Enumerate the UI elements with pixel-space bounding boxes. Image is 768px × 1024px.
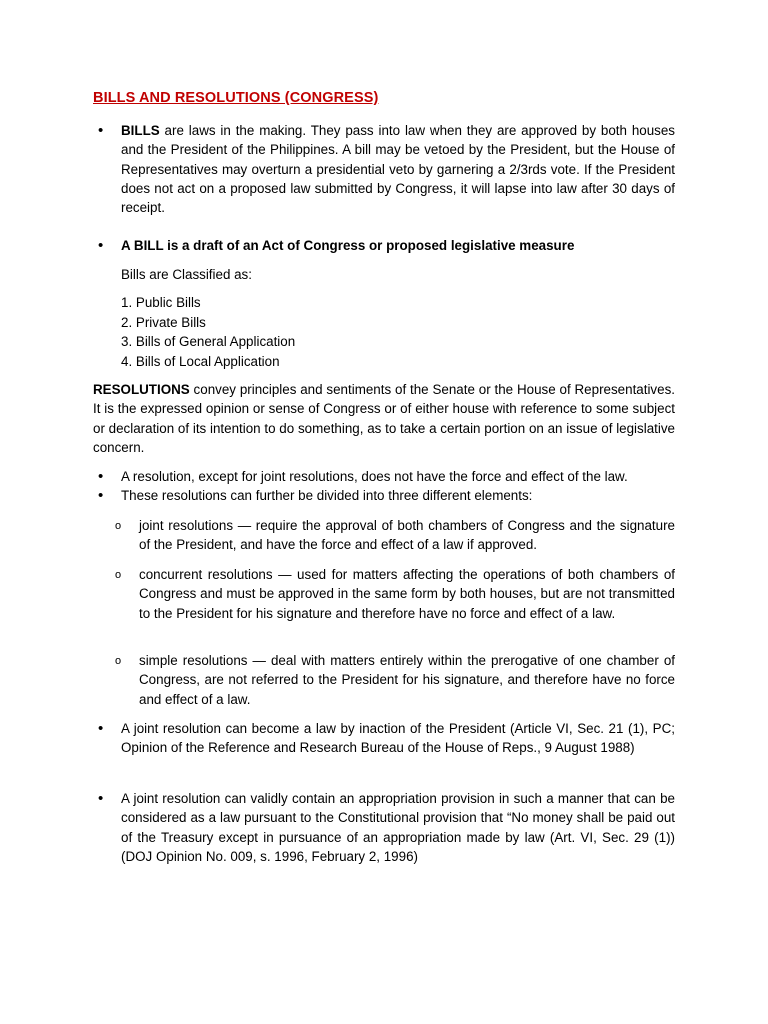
joint-resolution-point: A joint resolution can become a law by inaction of the President (Article VI, Sec. 21 (1), PC; Opinion of the Reference and Research Bureau of the House of Reps., 9 August 1988) [121,721,675,756]
page-title: BILLS AND RESOLUTIONS (CONGRESS) [93,90,379,106]
list-item: 2. Private Bills [121,314,206,330]
bullet-icon: • [98,487,104,504]
bills-lead: BILLS [121,123,160,138]
bill-types-list [121,293,295,371]
bullet-icon: • [98,468,104,485]
list-item: 4. Bills of Local Application [121,353,280,369]
list-item: 1. Public Bills [121,295,201,310]
resolutions-lead: RESOLUTIONS [93,382,190,397]
classified-label: Bills are Classified as: [121,267,252,282]
bills-text: are laws in the making. They pass into law when they are approved by both houses and the President of the Philippines. A bill may be vetoed by the President, but the House of Representatives may overturn a presidential veto by garnering a 2/3rds vote. If the President does not act on a proposed law submitted by Congress, it will lapse into law after 30 days of receipt. [121,123,675,216]
bill-definition: A BILL is a draft of an Act of Congress or proposed legislative measure [121,238,575,253]
resolutions-paragraph [93,380,675,457]
resolution-point: These resolutions can further be divided into three different elements: [121,488,533,503]
resolutions-text: convey principles and sentiments of the Senate or the House of Representatives. It is the expressed opinion or sense of Congress or of either house with reference to some subject or declaration of its intention to do something, as to take a certain portion on an issue of legislative concern. [93,382,675,455]
circle-bullet-icon: o [115,655,122,667]
bullet-icon: • [98,720,104,737]
list-item: 3. Bills of General Application [121,334,296,349]
bullet-icon: • [98,790,104,807]
bullet-icon: • [98,237,104,254]
resolution-point: A resolution, except for joint resolutions, does not have the force and effect of the law. [121,469,628,484]
simple-resolutions-item: simple resolutions — deal with matters entirely within the prerogative of one chamber of Congress, are not referred to the President for his signature, and therefore have no force and effect of a law. [139,653,675,707]
bills-paragraph [121,121,675,217]
joint-resolutions-item: joint resolutions — require the approval of both chambers of Congress and the signature of the President, and have the force and effect of a law if approved. [139,518,675,553]
bullet-icon: • [98,122,104,139]
concurrent-resolutions-item: concurrent resolutions — used for matters affecting the operations of both chambers of Congress and must be approved in the same form by both houses, but are not transmitted to the President for his signature and therefore have no force and effect of a law. [139,567,675,621]
circle-bullet-icon: o [115,569,122,581]
joint-resolution-point: A joint resolution can validly contain an appropriation provision in such a manner that can be considered as a law pursuant to the Constitutional provision that “No money shall be paid out of the Treasury except in pursuance of an appropriation made by law (Art. VI, Sec. 29 (1))(DOJ Opinion No. 009, s. 1996, February 2, 1996) [121,791,675,864]
circle-bullet-icon: o [115,520,122,532]
